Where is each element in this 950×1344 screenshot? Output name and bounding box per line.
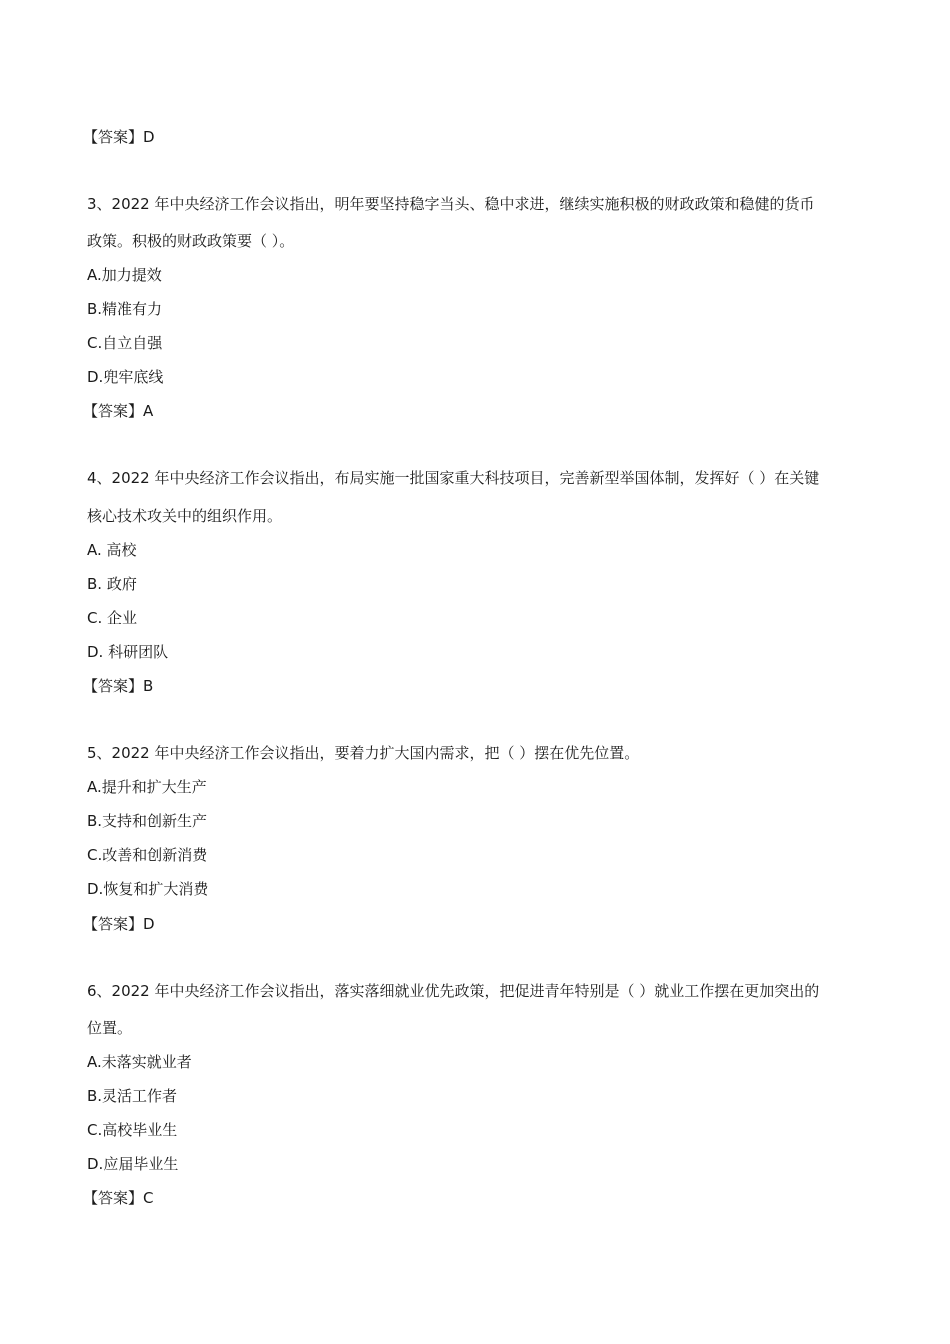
question-3-stem-line1: 3、2022 年中央经济工作会议指出，明年要坚持稳字当头、稳中求进，继续实施积极的财政政策和稳健的货币 bbox=[87, 195, 815, 213]
question-6-stem-line2: 位置。 bbox=[87, 1019, 133, 1037]
answer-q6: 【答案】C bbox=[83, 1189, 154, 1207]
question-3-option-c: C.自立自强 bbox=[87, 334, 163, 352]
question-6-option-d: D.应届毕业生 bbox=[87, 1155, 179, 1173]
question-3-option-d: D.兜牢底线 bbox=[87, 368, 164, 386]
question-3-stem-line2: 政策。积极的财政政策要（ ）。 bbox=[87, 232, 295, 250]
question-5-option-b: B.支持和创新生产 bbox=[87, 812, 208, 830]
question-6-option-b: B.灵活工作者 bbox=[87, 1087, 178, 1105]
question-5-option-a: A.提升和扩大生产 bbox=[87, 778, 207, 796]
question-4-stem-line2: 核心技术攻关中的组织作用。 bbox=[87, 507, 283, 525]
question-4-option-c: C. 企业 bbox=[87, 609, 138, 627]
answer-q5: 【答案】D bbox=[83, 915, 155, 933]
answer-q4: 【答案】B bbox=[83, 677, 154, 695]
question-3-option-a: A.加力提效 bbox=[87, 266, 162, 284]
question-4-stem-line1: 4、2022 年中央经济工作会议指出，布局实施一批国家重大科技项目，完善新型举国体制，发挥好（ ）在关键 bbox=[87, 469, 820, 487]
answer-q3: 【答案】A bbox=[83, 402, 154, 420]
question-5-option-c: C.改善和创新消费 bbox=[87, 846, 208, 864]
question-4-option-a: A. 高校 bbox=[87, 541, 137, 559]
answer-q2: 【答案】D bbox=[83, 128, 155, 146]
question-5-stem: 5、2022 年中央经济工作会议指出，要着力扩大国内需求，把（ ）摆在优先位置。 bbox=[87, 744, 640, 762]
question-4-option-d: D. 科研团队 bbox=[87, 643, 169, 661]
question-6-stem-line1: 6、2022 年中央经济工作会议指出，落实落细就业优先政策，把促进青年特别是（ ）就业工作摆在更加突出的 bbox=[87, 982, 820, 1000]
question-6-option-c: C.高校毕业生 bbox=[87, 1121, 178, 1139]
question-6-option-a: A.未落实就业者 bbox=[87, 1053, 192, 1071]
question-3-option-b: B.精准有力 bbox=[87, 300, 163, 318]
question-5-option-d: D.恢复和扩大消费 bbox=[87, 880, 209, 898]
question-4-option-b: B. 政府 bbox=[87, 575, 137, 593]
